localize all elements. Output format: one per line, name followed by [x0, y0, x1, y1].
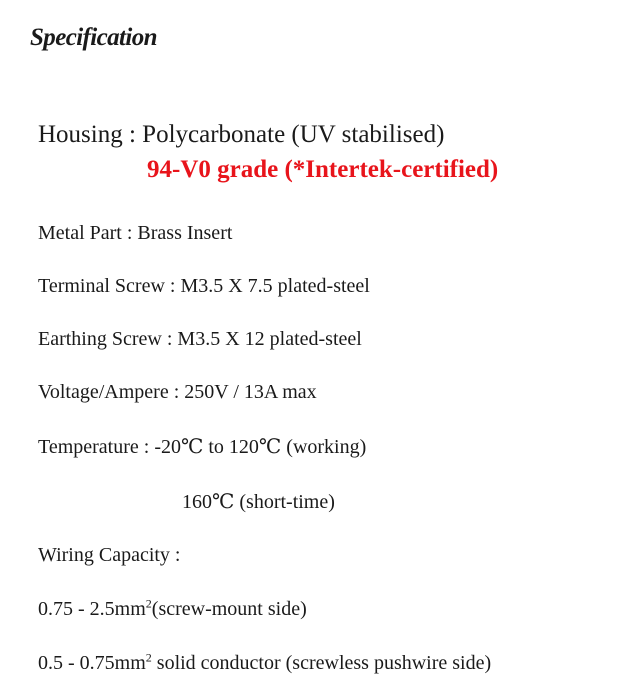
voltage-spec: Voltage/Ampere : 250V / 13A max: [38, 381, 317, 403]
squared-exponent: 2: [145, 650, 152, 665]
metal-part-spec: Metal Part : Brass Insert: [38, 222, 233, 244]
housing-spec: Housing : Polycarbonate (UV stabilised): [38, 121, 445, 148]
squared-exponent: 2: [145, 596, 152, 611]
housing-grade: 94-V0 grade (*Intertek-certified): [147, 156, 499, 183]
wiring-screw-mount: [38, 598, 307, 621]
temperature-short-time: 160℃ (short-time): [182, 491, 335, 513]
wiring-pushwire-desc: solid conductor (screwless pushwire side): [151, 652, 492, 674]
wiring-pushwire: [38, 652, 491, 675]
temperature-working: Temperature : -20℃ to 120℃ (working): [38, 436, 367, 458]
wiring-screw-mount-desc: (screw-mount side): [151, 598, 307, 620]
earthing-screw-spec: Earthing Screw : M3.5 X 12 plated-steel: [38, 328, 362, 350]
wiring-capacity-label: Wiring Capacity :: [38, 544, 181, 566]
wiring-screw-mount-size: 0.75 - 2.5mm: [38, 598, 146, 620]
page-title: Specification: [30, 24, 157, 51]
terminal-screw-spec: Terminal Screw : M3.5 X 7.5 plated-steel: [38, 275, 370, 297]
wiring-pushwire-size: 0.5 - 0.75mm: [38, 652, 146, 674]
